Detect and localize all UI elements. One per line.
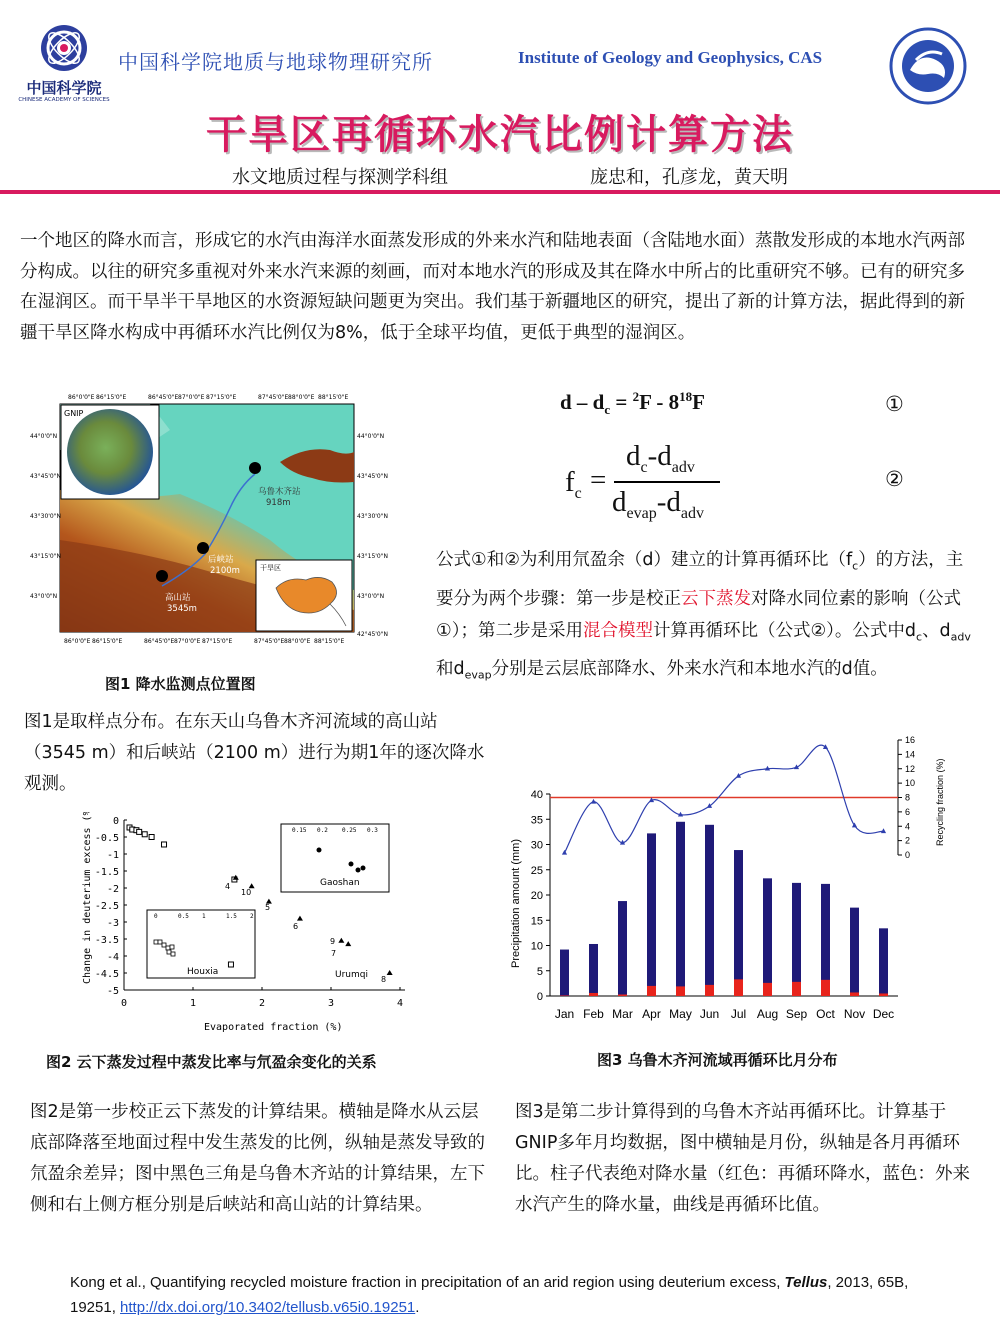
map-tick-label: 88°0'0"E xyxy=(288,394,315,401)
map-tick-label: 43°30'0"N xyxy=(30,513,61,520)
station-name: 后峡站 xyxy=(208,555,234,565)
fig3-left-tick-label: 40 xyxy=(530,789,543,801)
fig2-x-tick-label: 0 xyxy=(120,998,128,1009)
fig2-y-tick-label: -1.5 xyxy=(94,867,119,878)
arid-label: 干旱区 xyxy=(260,564,281,572)
map-tick-label: 43°30'0"N xyxy=(357,513,388,520)
bar-external xyxy=(821,884,830,996)
fig3-left-tick-label: 35 xyxy=(530,814,543,827)
iggcas-logo xyxy=(888,26,968,106)
map-tick-label: 88°15'0"E xyxy=(314,638,345,645)
fig3-month-label: Jun xyxy=(699,1007,720,1021)
gaoshan-inset-ticks xyxy=(292,827,378,834)
fig3-left-tick-label: 25 xyxy=(530,864,543,877)
fig2-x-tick-label: 3 xyxy=(327,998,335,1009)
formula1-term2: F xyxy=(692,390,705,414)
map-tick-label: 43°0'0"N xyxy=(30,593,58,600)
formula1-sup1: 2 xyxy=(632,389,640,404)
bar-recycled xyxy=(676,986,685,996)
map-tick-label: 86°45'0"E xyxy=(144,638,175,645)
bar-external xyxy=(647,833,656,996)
map-tick-label: 43°45'0"N xyxy=(30,473,61,480)
fig2-y-ticks xyxy=(95,816,127,997)
intro-paragraph: 一个地区的降水而言，形成它的水汽由海洋水面蒸发形成的外来水汽和陆地表面（含陆地水面）蒸散发形成的本地水汽两部分构成。以往的研究多重视对外来水汽来源的刻画，而对本地水汽的形成及其在降水中所占的比重研究不够。已有的研究多在湿润区。而干旱半干旱地区的水资源短缺问题更为突出。我们基于新疆地区的研究，提出了新的计算方法，据此得到的新疆干旱区降水构成中再循环水汽比例仅为8%，低于全球平均值，更低于典型的湿润区。 xyxy=(20,231,965,343)
fig3-right-tick-label: 2 xyxy=(905,835,911,846)
fig2-ylabel: Change in deuterium excess (%) xyxy=(82,812,93,984)
fig2-x-tick-label: 2 xyxy=(258,998,266,1009)
urumqi-point xyxy=(387,970,393,975)
method-text-part: 计算再循环比（公式②）。公式中d xyxy=(652,620,916,641)
houxia-point xyxy=(162,842,167,847)
bar-recycled xyxy=(618,994,627,996)
fig3-month-label: Sep xyxy=(785,1007,808,1021)
fig2-point-label: 8 xyxy=(381,975,387,984)
fig1-description: 图1是取样点分布。在东天山乌鲁木齐河流域的高山站（3545 m）和后峡站（2100 m）进行为期1年的逐次降水观测。 xyxy=(24,712,485,794)
reference-details: , 2013, 65B, 19251, xyxy=(70,1274,909,1316)
inset-tick-label: 1 xyxy=(202,913,206,920)
urumqi-point xyxy=(338,938,344,943)
bar-external xyxy=(763,878,772,996)
recycling-fraction-point xyxy=(881,828,886,833)
method-sub: c xyxy=(852,559,859,573)
fig1-caption: 图1 降水监测点位置图 xyxy=(105,675,256,693)
inset-tick-label: 0.2 xyxy=(317,827,328,834)
fig3-month-label: Feb xyxy=(583,1007,604,1021)
map-tick-label: 87°45'0"E xyxy=(258,394,289,401)
map-right-ticks xyxy=(357,433,388,638)
method-text-part: ）的方法，主要分为两个步骤：第一步是校正 xyxy=(436,550,964,609)
formula-2: $f_c$ = $d_c-d_{adv}$ $d_{evap}-d_{adv}$ xyxy=(560,440,760,530)
method-sub: c xyxy=(916,630,923,643)
fig2-point-label: 10 xyxy=(241,888,252,897)
formula1-lhs-sub: c xyxy=(604,402,611,418)
houxia-label: Houxia xyxy=(187,967,219,977)
fig2-point-label: 9 xyxy=(330,937,336,946)
institute-name-cn: 中国科学院地质与地球物理研究所 xyxy=(118,50,433,74)
fig3-left-tick-label: 30 xyxy=(530,839,543,852)
fig3-graphic xyxy=(505,728,975,1028)
recycling-fraction-point xyxy=(591,799,596,804)
reference-journal: Tellus xyxy=(784,1274,828,1291)
gaoshan-point xyxy=(349,862,354,867)
fig2-y-tick-label: -2 xyxy=(106,884,119,895)
fig3-month-label: Jul xyxy=(730,1007,747,1021)
bar-recycled xyxy=(734,979,743,996)
fig3-right-tick-label: 12 xyxy=(905,763,916,774)
inset-tick-label: 0.3 xyxy=(367,827,378,834)
fig2-point-label: 7 xyxy=(331,949,337,958)
reference xyxy=(70,1270,950,1320)
bar-external xyxy=(734,850,743,996)
houxia-inset-point xyxy=(158,940,162,944)
fig2-xlabel: Evaporated fraction (%) xyxy=(204,1022,343,1033)
inset-tick-label: 0.5 xyxy=(178,913,189,920)
map-tick-label: 86°0'0"E xyxy=(68,394,95,401)
fig1-map xyxy=(30,390,405,662)
method-paragraph xyxy=(436,544,976,692)
fig3-left-tick-label: 15 xyxy=(530,915,543,928)
houxia-point xyxy=(137,829,142,834)
bar-external xyxy=(792,883,801,996)
houxia-inset-point xyxy=(171,952,175,956)
cas-logo-subtext: CHINESE ACADEMY OF SCIENCES xyxy=(18,97,110,103)
bar-recycled xyxy=(705,985,714,996)
method-text-part: 和d xyxy=(436,659,465,679)
station-name: 高山站 xyxy=(165,593,191,603)
houxia-inset-ticks xyxy=(154,913,254,920)
station-marker xyxy=(249,462,261,474)
fig3-chart xyxy=(505,728,975,1028)
recycling-fraction-point xyxy=(823,744,828,749)
formula2-numer-mid: -d xyxy=(647,440,672,472)
fig2-point-label: 6 xyxy=(293,922,299,931)
formula1-eq: = xyxy=(610,390,633,414)
map-tick-label: 87°15'0"E xyxy=(206,394,237,401)
inset-tick-label: 2 xyxy=(250,913,254,920)
formula-1 xyxy=(560,389,705,418)
bar-recycled xyxy=(821,980,830,996)
houxia-point xyxy=(149,835,154,840)
fig3-ylabel-left: Precipitation amount (mm) xyxy=(510,839,522,968)
formula2-numer-sub2: adv xyxy=(671,458,695,476)
houxia-inset-point xyxy=(154,940,158,944)
fig2-y-tick-label: -2.5 xyxy=(94,901,119,912)
bar-external xyxy=(850,908,859,996)
houxia-inset-point xyxy=(170,945,174,949)
map-tick-label: 42°45'0"N xyxy=(357,631,388,638)
fig3-right-ticks xyxy=(898,735,915,860)
fig3-right-tick-label: 6 xyxy=(905,806,911,817)
fig2-y-tick-label: -0.5 xyxy=(94,833,119,844)
fig2-caption: 图2 云下蒸发过程中蒸发比率与氘盈余变化的关系 xyxy=(46,1053,377,1071)
highlight-subcloud-evaporation: 云下蒸发 xyxy=(681,588,751,609)
houxia-point xyxy=(142,832,147,837)
map-bottom-ticks xyxy=(64,638,344,645)
fig2-y-tick-label: -3.5 xyxy=(94,935,119,946)
highlight-mixing-model: 混合模型 xyxy=(582,620,653,641)
map-tick-label: 43°15'0"N xyxy=(357,553,388,560)
map-tick-label: 86°45'0"E xyxy=(148,394,179,401)
map-tick-label: 88°0'0"E xyxy=(284,638,311,645)
research-group: 水文地质过程与探测学科组 xyxy=(232,167,448,188)
bar-recycled xyxy=(850,992,859,996)
fig2-x-tick-label: 1 xyxy=(189,998,197,1009)
urumqi-point xyxy=(297,916,303,921)
fig3-month-label: Nov xyxy=(843,1007,866,1021)
formula2-denom-mid: -d xyxy=(656,486,681,518)
formula1-lhs: d – d xyxy=(560,390,605,414)
map-tick-label: 87°15'0"E xyxy=(202,638,233,645)
header-divider xyxy=(0,190,1000,194)
formula-1-number: ① xyxy=(885,392,904,416)
houxia-point xyxy=(228,962,233,967)
fig3-right-tick-label: 14 xyxy=(905,749,916,760)
fig2-y-tick-label: -1 xyxy=(106,850,119,861)
bar-recycled xyxy=(792,982,801,996)
bar-external xyxy=(879,928,888,996)
fig2-description: 图2是第一步校正云下蒸发的计算结果。横轴是降水从云层底部降落至地面过程中发生蒸发的比例，纵轴是蒸发导致的氘盈余差异；图中黑色三角是乌鲁木齐站的计算结果，左下侧和右上侧方框分别是后峡站和高山站的计算结果。 xyxy=(30,1102,485,1215)
bar-recycled xyxy=(879,993,888,996)
fig3-x-labels xyxy=(555,1007,894,1021)
bar-external xyxy=(705,825,714,996)
map-tick-label: 44°0'0"N xyxy=(357,433,385,440)
fig3-month-label: Apr xyxy=(642,1007,661,1021)
station-elev: 3545m xyxy=(167,604,197,614)
fig3-right-tick-label: 0 xyxy=(905,850,911,860)
formula2-lhs: f xyxy=(565,466,575,498)
map-tick-label: 87°45'0"E xyxy=(254,638,285,645)
fig2-y-tick-label: 0 xyxy=(112,816,119,827)
map-tick-label: 43°0'0"N xyxy=(357,593,385,600)
formula2-denom: d xyxy=(612,486,627,518)
map-tick-label: 43°15'0"N xyxy=(30,553,61,560)
fig3-right-tick-label: 8 xyxy=(905,792,911,803)
authors: 庞忠和，孔彦龙，黄天明 xyxy=(590,167,788,188)
gaoshan-label: Gaoshan xyxy=(320,878,360,888)
fig2-graphic xyxy=(70,812,420,1037)
fig2-y-tick-label: -4 xyxy=(106,952,119,963)
iggcas-emblem-icon xyxy=(888,26,968,106)
gaoshan-point xyxy=(356,868,361,873)
fig3-recycling-line xyxy=(550,744,898,854)
urumqi-label: Urumqi xyxy=(335,970,368,980)
fig3-ylabel-right: Recycling fraction (%) xyxy=(935,758,945,846)
fig3-month-label: Jan xyxy=(554,1007,575,1021)
doi-link[interactable]: http://dx.doi.org/10.3402/tellusb.v65i0.19251 xyxy=(120,1299,416,1316)
map-tick-label: 87°0'0"E xyxy=(178,394,205,401)
map-tick-label: 44°0'0"N xyxy=(30,433,58,440)
formula2-denom-sub2: adv xyxy=(680,504,704,522)
fig3-left-tick-label: 20 xyxy=(530,890,543,902)
fig3-bars xyxy=(560,822,888,996)
fig3-month-label: Oct xyxy=(816,1007,835,1021)
bar-external xyxy=(560,950,569,996)
bar-recycled xyxy=(647,986,656,996)
inset-tick-label: 0.15 xyxy=(292,827,307,834)
map-tick-label: 88°15'0"E xyxy=(318,394,349,401)
map-tick-label: 86°15'0"E xyxy=(96,394,127,401)
method-text-part: 、d xyxy=(922,620,951,641)
map-left-ticks xyxy=(30,433,61,600)
station-marker xyxy=(156,570,168,582)
recycling-fraction-curve xyxy=(565,745,884,853)
fig3-right-tick-label: 4 xyxy=(905,821,911,832)
fig2-data-points xyxy=(127,825,393,984)
bar-external xyxy=(676,822,685,996)
reference-end: . xyxy=(415,1299,420,1316)
bar-recycled xyxy=(560,995,569,996)
fig3-month-label: Aug xyxy=(756,1007,779,1021)
cas-logo-text: 中国科学院 xyxy=(26,79,102,97)
houxia-inset-point xyxy=(167,950,171,954)
fig3-caption: 图3 乌鲁木齐河流域再循环比月分布 xyxy=(597,1051,838,1069)
inset-tick-label: 0 xyxy=(154,913,158,920)
fig1-map-graphic xyxy=(30,390,405,662)
formula1-term1: F - 8 xyxy=(639,390,680,414)
fig3-month-label: May xyxy=(669,1007,692,1021)
poster-title: 干旱区再循环水汽比例计算方法 xyxy=(206,112,794,158)
bar-external xyxy=(589,944,598,996)
bar-external xyxy=(618,901,627,996)
formula1-sup2: 18 xyxy=(679,389,693,404)
map-tick-label: 43°45'0"N xyxy=(357,473,388,480)
formula-2-number: ② xyxy=(885,467,904,491)
station-elev: 918m xyxy=(266,498,291,508)
fig3-right-tick-label: 10 xyxy=(905,778,916,789)
cas-logo xyxy=(14,22,114,108)
fig3-month-label: Mar xyxy=(612,1007,633,1021)
fig2-point-label: 5 xyxy=(265,903,271,912)
method-sub: evap xyxy=(464,668,492,682)
inset-tick-label: 0.25 xyxy=(342,827,357,834)
inset-tick-label: 1.5 xyxy=(226,913,237,920)
fig2-x-tick-label: 4 xyxy=(396,998,404,1009)
formula2-lhs-sub: c xyxy=(574,484,582,502)
map-tick-label: 86°15'0"E xyxy=(92,638,123,645)
station-marker xyxy=(197,542,209,554)
urumqi-point xyxy=(345,941,351,946)
bar-recycled xyxy=(589,993,598,996)
recycling-fraction-point xyxy=(562,850,567,855)
fig2-y-tick-label: -5 xyxy=(106,986,119,997)
gnip-label: GNIP xyxy=(64,409,84,418)
formula2-denom-sub: evap xyxy=(626,504,657,522)
fig3-left-ticks xyxy=(531,789,550,1003)
fig3-left-tick-label: 10 xyxy=(530,940,543,953)
map-top-ticks xyxy=(68,394,348,401)
bar-recycled xyxy=(763,983,772,996)
method-sub: adv xyxy=(950,630,971,643)
fig3-left-tick-label: 0 xyxy=(536,991,543,1003)
map-tick-label: 86°0'0"E xyxy=(64,638,91,645)
gaoshan-point xyxy=(317,848,322,853)
station-elev: 2100m xyxy=(210,566,240,576)
station-name: 乌鲁木齐站 xyxy=(258,487,301,497)
fig3-month-label: Dec xyxy=(872,1007,895,1021)
fig2-point-label: 4 xyxy=(225,882,231,891)
reference-text: Kong et al., Quantifying recycled moisture fraction in precipitation of an arid region using deuterium excess, xyxy=(70,1274,785,1291)
fig2-y-tick-label: -4.5 xyxy=(94,969,119,980)
method-text-part: 分别是云层底部降水、外来水汽和本地水汽的d值。 xyxy=(491,659,888,679)
method-text-part: 公式①和②为利用氘盈余（d）建立的计算再循环比（f xyxy=(436,550,853,570)
fraction-bar xyxy=(614,481,720,483)
method-text-part: 对降水同位素的影响（公式①）；第二步是采用 xyxy=(436,588,961,641)
houxia-inset-point xyxy=(166,946,170,950)
institute-name-en: Institute of Geology and Geophysics, CAS xyxy=(518,48,823,67)
fig3-description: 图3是第二步计算得到的乌鲁木齐站再循环比。计算基于GNIP多年月均数据，图中横轴是月份，纵轴是各月再循环比。柱子代表绝对降水量（红色：再循环降水，蓝色：外来水汽产生的降水量，曲线是再循环比值。 xyxy=(515,1102,970,1215)
map-tick-label: 87°0'0"E xyxy=(174,638,201,645)
houxia-inset-point xyxy=(162,943,166,947)
fig3-right-tick-label: 16 xyxy=(905,735,916,745)
gaoshan-point xyxy=(361,866,366,871)
formula2-numer-sub: c xyxy=(640,458,648,476)
formula2-numer: d xyxy=(626,440,641,472)
fig2-y-tick-label: -3 xyxy=(106,918,119,929)
fig2-chart xyxy=(70,812,420,1037)
fig3-left-tick-label: 5 xyxy=(536,965,543,978)
recycling-fraction-point xyxy=(707,803,712,808)
